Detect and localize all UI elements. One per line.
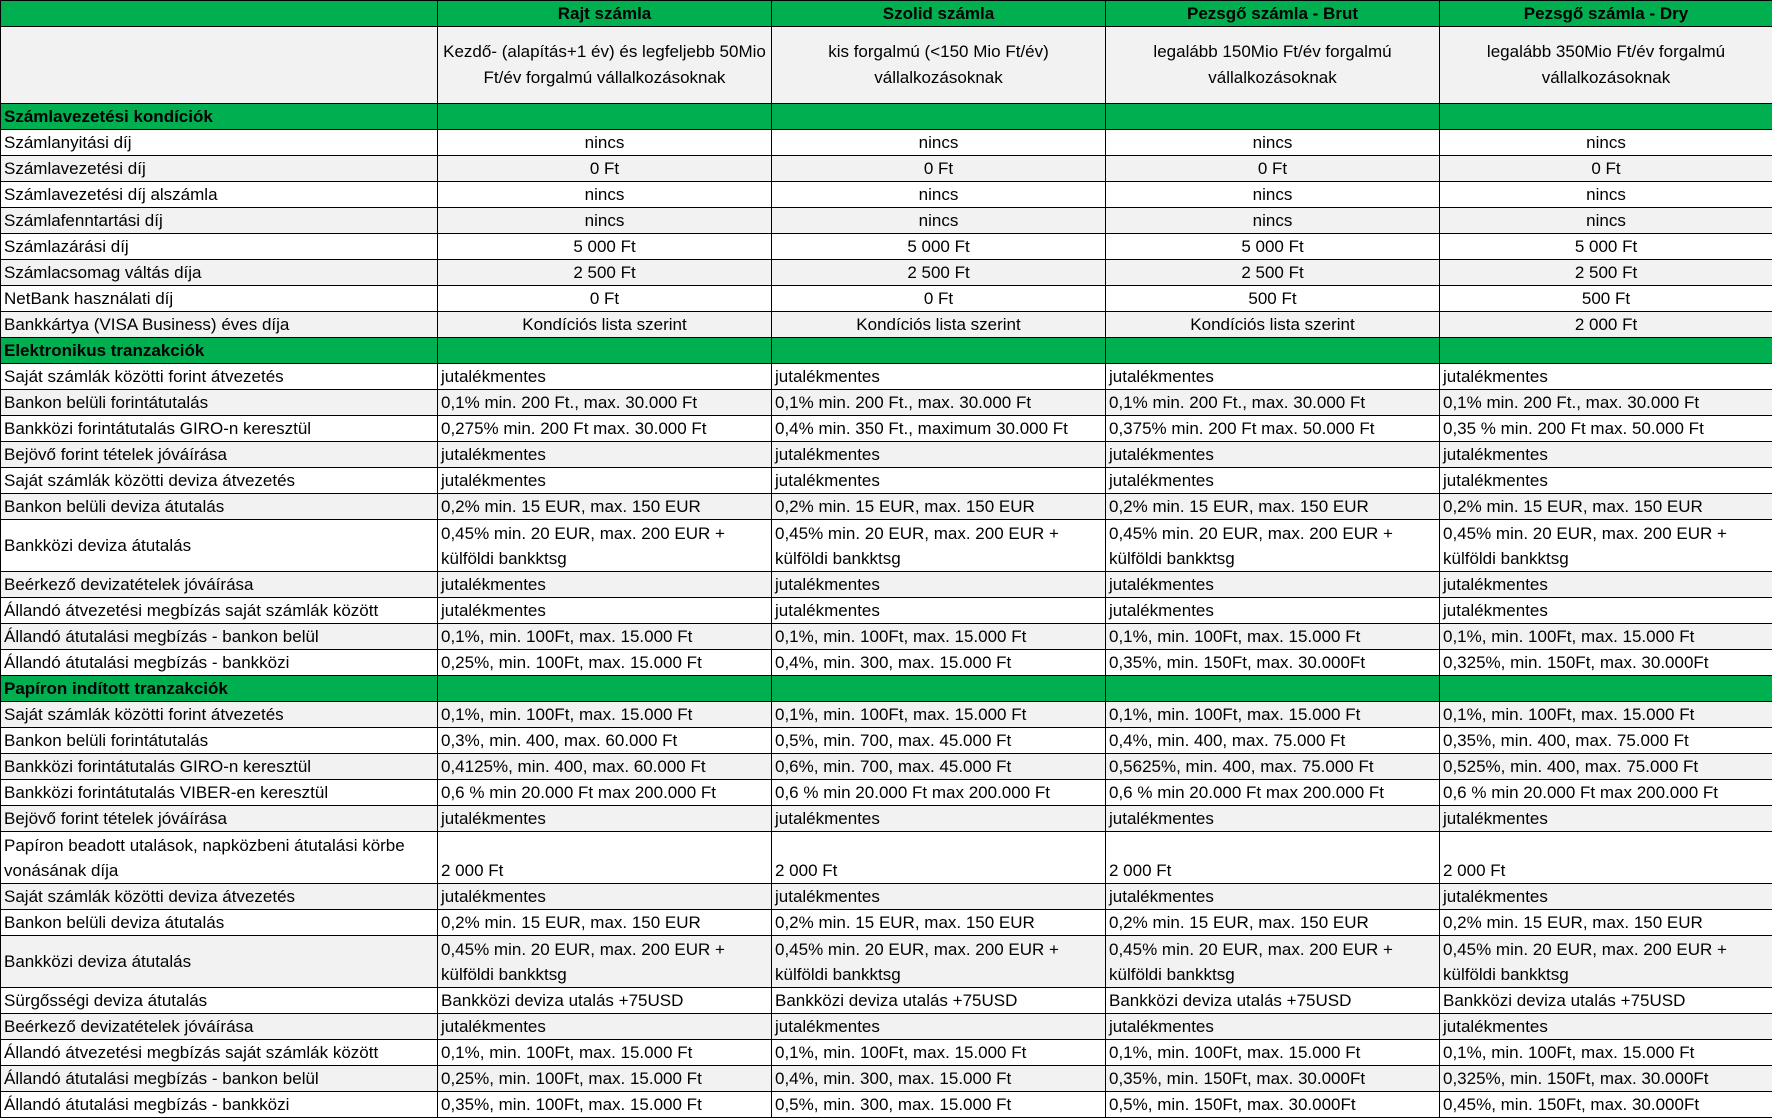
table-row <box>1 390 1772 416</box>
row-value-cell: jutalékmentes <box>438 884 772 910</box>
row-value-cell: Bankközi deviza utalás +75USD <box>438 988 772 1014</box>
row-value-cell: 0 Ft <box>438 286 772 312</box>
section-header-empty-cell <box>1106 338 1440 364</box>
column-header-pezsgo-dry: Pezsgő számla - Dry <box>1440 1 1772 27</box>
row-value-cell: 0,1%, min. 100Ft, max. 15.000 Ft <box>772 1040 1106 1066</box>
row-value-cell: nincs <box>438 130 772 156</box>
row-value-cell: jutalékmentes <box>1106 598 1440 624</box>
row-value-cell: Bankközi deviza utalás +75USD <box>1440 988 1772 1014</box>
row-value-cell: nincs <box>1106 130 1440 156</box>
row-value-cell: 0,6 % min 20.000 Ft max 200.000 Ft <box>438 780 772 806</box>
section-title: Számlavezetési kondíciók <box>1 104 438 130</box>
row-label: Bejövő forint tételek jóváírása <box>1 442 438 468</box>
row-label: Számlanyitási díj <box>1 130 438 156</box>
row-label: Saját számlák közötti forint átvezetés <box>1 364 438 390</box>
table-row <box>1 494 1772 520</box>
row-label: Számlacsomag váltás díja <box>1 260 438 286</box>
table-row <box>1 884 1772 910</box>
row-label: Sürgősségi deviza átutalás <box>1 988 438 1014</box>
row-value-cell: jutalékmentes <box>438 572 772 598</box>
row-value-cell: 0 Ft <box>772 156 1106 182</box>
column-description-rajt: Kezdő- (alapítás+1 év) és legfeljebb 50Mio Ft/év forgalmú vállalkozásoknak <box>438 27 772 104</box>
section-header-empty-cell <box>438 104 772 130</box>
row-label: Saját számlák közötti deviza átvezetés <box>1 884 438 910</box>
table-row <box>1 806 1772 832</box>
row-value-cell: 0,6 % min 20.000 Ft max 200.000 Ft <box>772 780 1106 806</box>
row-label: Bankon belüli deviza átutalás <box>1 494 438 520</box>
row-value-cell: nincs <box>1440 182 1772 208</box>
row-value-cell: 500 Ft <box>1440 286 1772 312</box>
section-header-empty-cell <box>1440 676 1772 702</box>
row-value-cell: 0,275% min. 200 Ft max. 30.000 Ft <box>438 416 772 442</box>
row-value-cell: 0,1%, min. 100Ft, max. 15.000 Ft <box>772 624 1106 650</box>
row-value-cell: nincs <box>438 182 772 208</box>
row-value-cell: jutalékmentes <box>1106 364 1440 390</box>
row-value-cell: jutalékmentes <box>1106 468 1440 494</box>
section-title: Elektronikus tranzakciók <box>1 338 438 364</box>
row-value-cell: 2 000 Ft <box>1106 832 1440 884</box>
row-label: Papíron beadott utalások, napközbeni átutalási körbe vonásának díja <box>1 832 438 884</box>
row-value-cell: 0,5%, min. 150Ft, max. 30.000Ft <box>1106 1092 1440 1118</box>
row-value-cell: 0,6 % min 20.000 Ft max 200.000 Ft <box>1440 780 1772 806</box>
row-value-cell: jutalékmentes <box>438 442 772 468</box>
section-header-empty-cell <box>1440 338 1772 364</box>
row-value-cell: 2 000 Ft <box>438 832 772 884</box>
row-label: Számlavezetési díj <box>1 156 438 182</box>
row-value-cell: 0,35 % min. 200 Ft max. 50.000 Ft <box>1440 416 1772 442</box>
column-header-row <box>1 1 1772 27</box>
row-value-cell: nincs <box>1440 208 1772 234</box>
row-value-cell: 0,1%, min. 100Ft, max. 15.000 Ft <box>438 624 772 650</box>
row-label: Bankközi deviza átutalás <box>1 936 438 988</box>
table-row <box>1 754 1772 780</box>
row-value-cell: 2 000 Ft <box>772 832 1106 884</box>
row-value-cell: jutalékmentes <box>1440 572 1772 598</box>
row-value-cell: 0,45% min. 20 EUR, max. 200 EUR + külföldi bankktsg <box>1106 520 1440 572</box>
section-header-row <box>1 676 1772 702</box>
row-label: Saját számlák közötti deviza átvezetés <box>1 468 438 494</box>
section-header-empty-cell <box>772 338 1106 364</box>
row-value-cell: jutalékmentes <box>772 884 1106 910</box>
row-label: Bankközi forintátutalás GIRO-n keresztül <box>1 754 438 780</box>
row-value-cell: 0,5%, min. 300, max. 15.000 Ft <box>772 1092 1106 1118</box>
table-row <box>1 468 1772 494</box>
row-value-cell: jutalékmentes <box>438 468 772 494</box>
row-value-cell: 0,6 % min 20.000 Ft max 200.000 Ft <box>1106 780 1440 806</box>
table-body <box>1 1 1772 1118</box>
row-value-cell: 0,4125%, min. 400, max. 60.000 Ft <box>438 754 772 780</box>
row-value-cell: 0,1%, min. 100Ft, max. 15.000 Ft <box>1106 624 1440 650</box>
section-header-row <box>1 104 1772 130</box>
row-value-cell: nincs <box>1106 182 1440 208</box>
row-value-cell: 0 Ft <box>1106 156 1440 182</box>
row-value-cell: 5 000 Ft <box>1106 234 1440 260</box>
row-value-cell: 0,45% min. 20 EUR, max. 200 EUR + külföldi bankktsg <box>438 520 772 572</box>
row-value-cell: 0,4%, min. 300, max. 15.000 Ft <box>772 1066 1106 1092</box>
row-value-cell: 0,25%, min. 100Ft, max. 15.000 Ft <box>438 650 772 676</box>
column-header-rajt: Rajt számla <box>438 1 772 27</box>
row-label: Bankkártya (VISA Business) éves díja <box>1 312 438 338</box>
row-value-cell: jutalékmentes <box>772 806 1106 832</box>
table-row <box>1 260 1772 286</box>
row-value-cell: 0,25%, min. 100Ft, max. 15.000 Ft <box>438 1066 772 1092</box>
table-row <box>1 156 1772 182</box>
table-row <box>1 130 1772 156</box>
row-value-cell: Bankközi deviza utalás +75USD <box>1106 988 1440 1014</box>
row-value-cell: 2 500 Ft <box>1106 260 1440 286</box>
row-label: Számlafenntartási díj <box>1 208 438 234</box>
row-value-cell: 0 Ft <box>438 156 772 182</box>
row-value-cell: jutalékmentes <box>772 598 1106 624</box>
row-value-cell: 0,5%, min. 700, max. 45.000 Ft <box>772 728 1106 754</box>
row-value-cell: jutalékmentes <box>438 806 772 832</box>
row-value-cell: 0,2% min. 15 EUR, max. 150 EUR <box>1106 494 1440 520</box>
row-value-cell: 0,4%, min. 400, max. 75.000 Ft <box>1106 728 1440 754</box>
table-row <box>1 624 1772 650</box>
row-value-cell: nincs <box>772 130 1106 156</box>
table-row <box>1 728 1772 754</box>
column-description-pezsgo-dry: legalább 350Mio Ft/év forgalmú vállalkozásoknak <box>1440 27 1772 104</box>
column-description-row <box>1 27 1772 104</box>
table-row <box>1 988 1772 1014</box>
row-label: Számlavezetési díj alszámla <box>1 182 438 208</box>
row-value-cell: 0,5625%, min. 400, max. 75.000 Ft <box>1106 754 1440 780</box>
row-value-cell: 0,45% min. 20 EUR, max. 200 EUR + külföldi bankktsg <box>1440 936 1772 988</box>
row-label: Számlazárási díj <box>1 234 438 260</box>
row-value-cell: 0,2% min. 15 EUR, max. 150 EUR <box>772 910 1106 936</box>
row-value-cell: 0,1%, min. 100Ft, max. 15.000 Ft <box>1106 1040 1440 1066</box>
table-row <box>1 702 1772 728</box>
section-header-empty-cell <box>1440 104 1772 130</box>
row-value-cell: 0 Ft <box>772 286 1106 312</box>
row-value-cell: 0,1% min. 200 Ft., max. 30.000 Ft <box>1440 390 1772 416</box>
row-value-cell: 0,1% min. 200 Ft., max. 30.000 Ft <box>438 390 772 416</box>
row-value-cell: jutalékmentes <box>438 364 772 390</box>
row-value-cell: 0,1% min. 200 Ft., max. 30.000 Ft <box>772 390 1106 416</box>
row-value-cell: 0,325%, min. 150Ft, max. 30.000Ft <box>1440 650 1772 676</box>
row-label: Állandó átvezetési megbízás saját számlák között <box>1 1040 438 1066</box>
row-value-cell: Kondíciós lista szerint <box>772 312 1106 338</box>
table-row <box>1 1014 1772 1040</box>
section-header-row <box>1 338 1772 364</box>
row-value-cell: 0,3%, min. 400, max. 60.000 Ft <box>438 728 772 754</box>
row-label: Állandó átutalási megbízás - bankon belül <box>1 1066 438 1092</box>
row-value-cell: 500 Ft <box>1106 286 1440 312</box>
row-value-cell: 5 000 Ft <box>438 234 772 260</box>
row-value-cell: Bankközi deviza utalás +75USD <box>772 988 1106 1014</box>
row-value-cell: jutalékmentes <box>1106 442 1440 468</box>
table-row <box>1 1066 1772 1092</box>
table-row <box>1 910 1772 936</box>
table-row <box>1 936 1772 988</box>
row-value-cell: 0,2% min. 15 EUR, max. 150 EUR <box>1440 910 1772 936</box>
column-description-pezsgo-brut: legalább 150Mio Ft/év forgalmú vállalkozásoknak <box>1106 27 1440 104</box>
row-value-cell: nincs <box>1106 208 1440 234</box>
row-value-cell: jutalékmentes <box>1106 884 1440 910</box>
table-row <box>1 182 1772 208</box>
section-header-empty-cell <box>1106 676 1440 702</box>
row-value-cell: jutalékmentes <box>772 468 1106 494</box>
row-value-cell: 0,45% min. 20 EUR, max. 200 EUR + külföldi bankktsg <box>772 520 1106 572</box>
description-corner-cell <box>1 27 438 104</box>
row-label: Bejövő forint tételek jóváírása <box>1 806 438 832</box>
row-value-cell: 0,2% min. 15 EUR, max. 150 EUR <box>772 494 1106 520</box>
row-value-cell: jutalékmentes <box>1440 442 1772 468</box>
row-value-cell: 0 Ft <box>1440 156 1772 182</box>
row-label: Bankon belüli forintátutalás <box>1 728 438 754</box>
row-value-cell: 2 000 Ft <box>1440 832 1772 884</box>
row-value-cell: jutalékmentes <box>1440 1014 1772 1040</box>
row-value-cell: jutalékmentes <box>438 598 772 624</box>
row-value-cell: 0,2% min. 15 EUR, max. 150 EUR <box>438 494 772 520</box>
table-row <box>1 286 1772 312</box>
row-value-cell: jutalékmentes <box>438 1014 772 1040</box>
row-value-cell: 0,45% min. 20 EUR, max. 200 EUR + külföldi bankktsg <box>1106 936 1440 988</box>
row-value-cell: Kondíciós lista szerint <box>1106 312 1440 338</box>
row-label: Állandó átvezetési megbízás saját számlák között <box>1 598 438 624</box>
section-header-empty-cell <box>438 676 772 702</box>
table-row <box>1 1040 1772 1066</box>
row-value-cell: 0,2% min. 15 EUR, max. 150 EUR <box>1440 494 1772 520</box>
row-value-cell: 0,35%, min. 150Ft, max. 30.000Ft <box>1106 1066 1440 1092</box>
section-title: Papíron indított tranzakciók <box>1 676 438 702</box>
row-value-cell: 2 500 Ft <box>1440 260 1772 286</box>
table-row <box>1 208 1772 234</box>
row-label: Bankközi forintátutalás GIRO-n keresztül <box>1 416 438 442</box>
section-header-empty-cell <box>772 676 1106 702</box>
row-value-cell: jutalékmentes <box>1440 884 1772 910</box>
row-label: Állandó átutalási megbízás - bankközi <box>1 650 438 676</box>
row-value-cell: 0,35%, min. 400, max. 75.000 Ft <box>1440 728 1772 754</box>
row-value-cell: 0,45% min. 20 EUR, max. 200 EUR + külföldi bankktsg <box>438 936 772 988</box>
row-value-cell: 5 000 Ft <box>772 234 1106 260</box>
row-value-cell: 0,1%, min. 100Ft, max. 15.000 Ft <box>438 1040 772 1066</box>
row-value-cell: jutalékmentes <box>772 1014 1106 1040</box>
row-value-cell: 0,525%, min. 400, max. 75.000 Ft <box>1440 754 1772 780</box>
section-header-empty-cell <box>438 338 772 364</box>
row-value-cell: 0,45% min. 20 EUR, max. 200 EUR + külföldi bankktsg <box>1440 520 1772 572</box>
table-row <box>1 312 1772 338</box>
row-value-cell: jutalékmentes <box>1106 806 1440 832</box>
table-row <box>1 598 1772 624</box>
row-value-cell: 0,4% min. 350 Ft., maximum 30.000 Ft <box>772 416 1106 442</box>
row-label: Állandó átutalási megbízás - bankközi <box>1 1092 438 1118</box>
row-value-cell: jutalékmentes <box>1440 364 1772 390</box>
row-value-cell: 2 000 Ft <box>1440 312 1772 338</box>
row-value-cell: nincs <box>1440 130 1772 156</box>
row-value-cell: jutalékmentes <box>1106 572 1440 598</box>
row-value-cell: 0,1%, min. 100Ft, max. 15.000 Ft <box>772 702 1106 728</box>
row-label: Bankközi deviza átutalás <box>1 520 438 572</box>
table-row <box>1 520 1772 572</box>
column-header-szolid: Szolid számla <box>772 1 1106 27</box>
row-value-cell: jutalékmentes <box>772 364 1106 390</box>
row-value-cell: 2 500 Ft <box>772 260 1106 286</box>
row-value-cell: nincs <box>772 208 1106 234</box>
table-row <box>1 780 1772 806</box>
section-header-empty-cell <box>772 104 1106 130</box>
row-value-cell: 0,2% min. 15 EUR, max. 150 EUR <box>1106 910 1440 936</box>
row-value-cell: 0,4%, min. 300, max. 15.000 Ft <box>772 650 1106 676</box>
row-label: Bankközi forintátutalás VIBER-en keresztül <box>1 780 438 806</box>
row-value-cell: 0,45% min. 20 EUR, max. 200 EUR + külföldi bankktsg <box>772 936 1106 988</box>
table-row <box>1 832 1772 884</box>
row-value-cell: 0,2% min. 15 EUR, max. 150 EUR <box>438 910 772 936</box>
row-label: Állandó átutalási megbízás - bankon belül <box>1 624 438 650</box>
column-header-pezsgo-brut: Pezsgő számla - Brut <box>1106 1 1440 27</box>
row-label: Beérkező devizatételek jóváírása <box>1 572 438 598</box>
table-row <box>1 572 1772 598</box>
row-value-cell: jutalékmentes <box>1440 806 1772 832</box>
row-value-cell: Kondíciós lista szerint <box>438 312 772 338</box>
row-value-cell: 0,1%, min. 100Ft, max. 15.000 Ft <box>438 702 772 728</box>
row-value-cell: 5 000 Ft <box>1440 234 1772 260</box>
row-value-cell: 0,1%, min. 100Ft, max. 15.000 Ft <box>1440 1040 1772 1066</box>
row-value-cell: 0,1% min. 200 Ft., max. 30.000 Ft <box>1106 390 1440 416</box>
row-value-cell: jutalékmentes <box>772 572 1106 598</box>
row-value-cell: 2 500 Ft <box>438 260 772 286</box>
row-value-cell: jutalékmentes <box>1440 468 1772 494</box>
row-label: Saját számlák közötti forint átvezetés <box>1 702 438 728</box>
section-header-empty-cell <box>1106 104 1440 130</box>
row-label: Beérkező devizatételek jóváírása <box>1 1014 438 1040</box>
row-value-cell: nincs <box>772 182 1106 208</box>
header-corner-cell <box>1 1 438 27</box>
row-value-cell: jutalékmentes <box>1440 598 1772 624</box>
row-value-cell: jutalékmentes <box>1106 1014 1440 1040</box>
row-value-cell: nincs <box>438 208 772 234</box>
table-row <box>1 650 1772 676</box>
row-value-cell: jutalékmentes <box>772 442 1106 468</box>
row-value-cell: 0,1%, min. 100Ft, max. 15.000 Ft <box>1440 702 1772 728</box>
table-row <box>1 364 1772 390</box>
table-row <box>1 234 1772 260</box>
row-value-cell: 0,35%, min. 100Ft, max. 15.000 Ft <box>438 1092 772 1118</box>
row-value-cell: 0,1%, min. 100Ft, max. 15.000 Ft <box>1106 702 1440 728</box>
row-label: NetBank használati díj <box>1 286 438 312</box>
table-row <box>1 416 1772 442</box>
row-label: Bankon belüli forintátutalás <box>1 390 438 416</box>
row-value-cell: 0,45%, min. 150Ft, max. 30.000Ft <box>1440 1092 1772 1118</box>
row-value-cell: 0,325%, min. 150Ft, max. 30.000Ft <box>1440 1066 1772 1092</box>
row-label: Bankon belüli deviza átutalás <box>1 910 438 936</box>
row-value-cell: 0,6%, min. 700, max. 45.000 Ft <box>772 754 1106 780</box>
row-value-cell: 0,35%, min. 150Ft, max. 30.000Ft <box>1106 650 1440 676</box>
row-value-cell: 0,375% min. 200 Ft max. 50.000 Ft <box>1106 416 1440 442</box>
row-value-cell: 0,1%, min. 100Ft, max. 15.000 Ft <box>1440 624 1772 650</box>
column-description-szolid: kis forgalmú (<150 Mio Ft/év) vállalkozásoknak <box>772 27 1106 104</box>
table-row <box>1 442 1772 468</box>
